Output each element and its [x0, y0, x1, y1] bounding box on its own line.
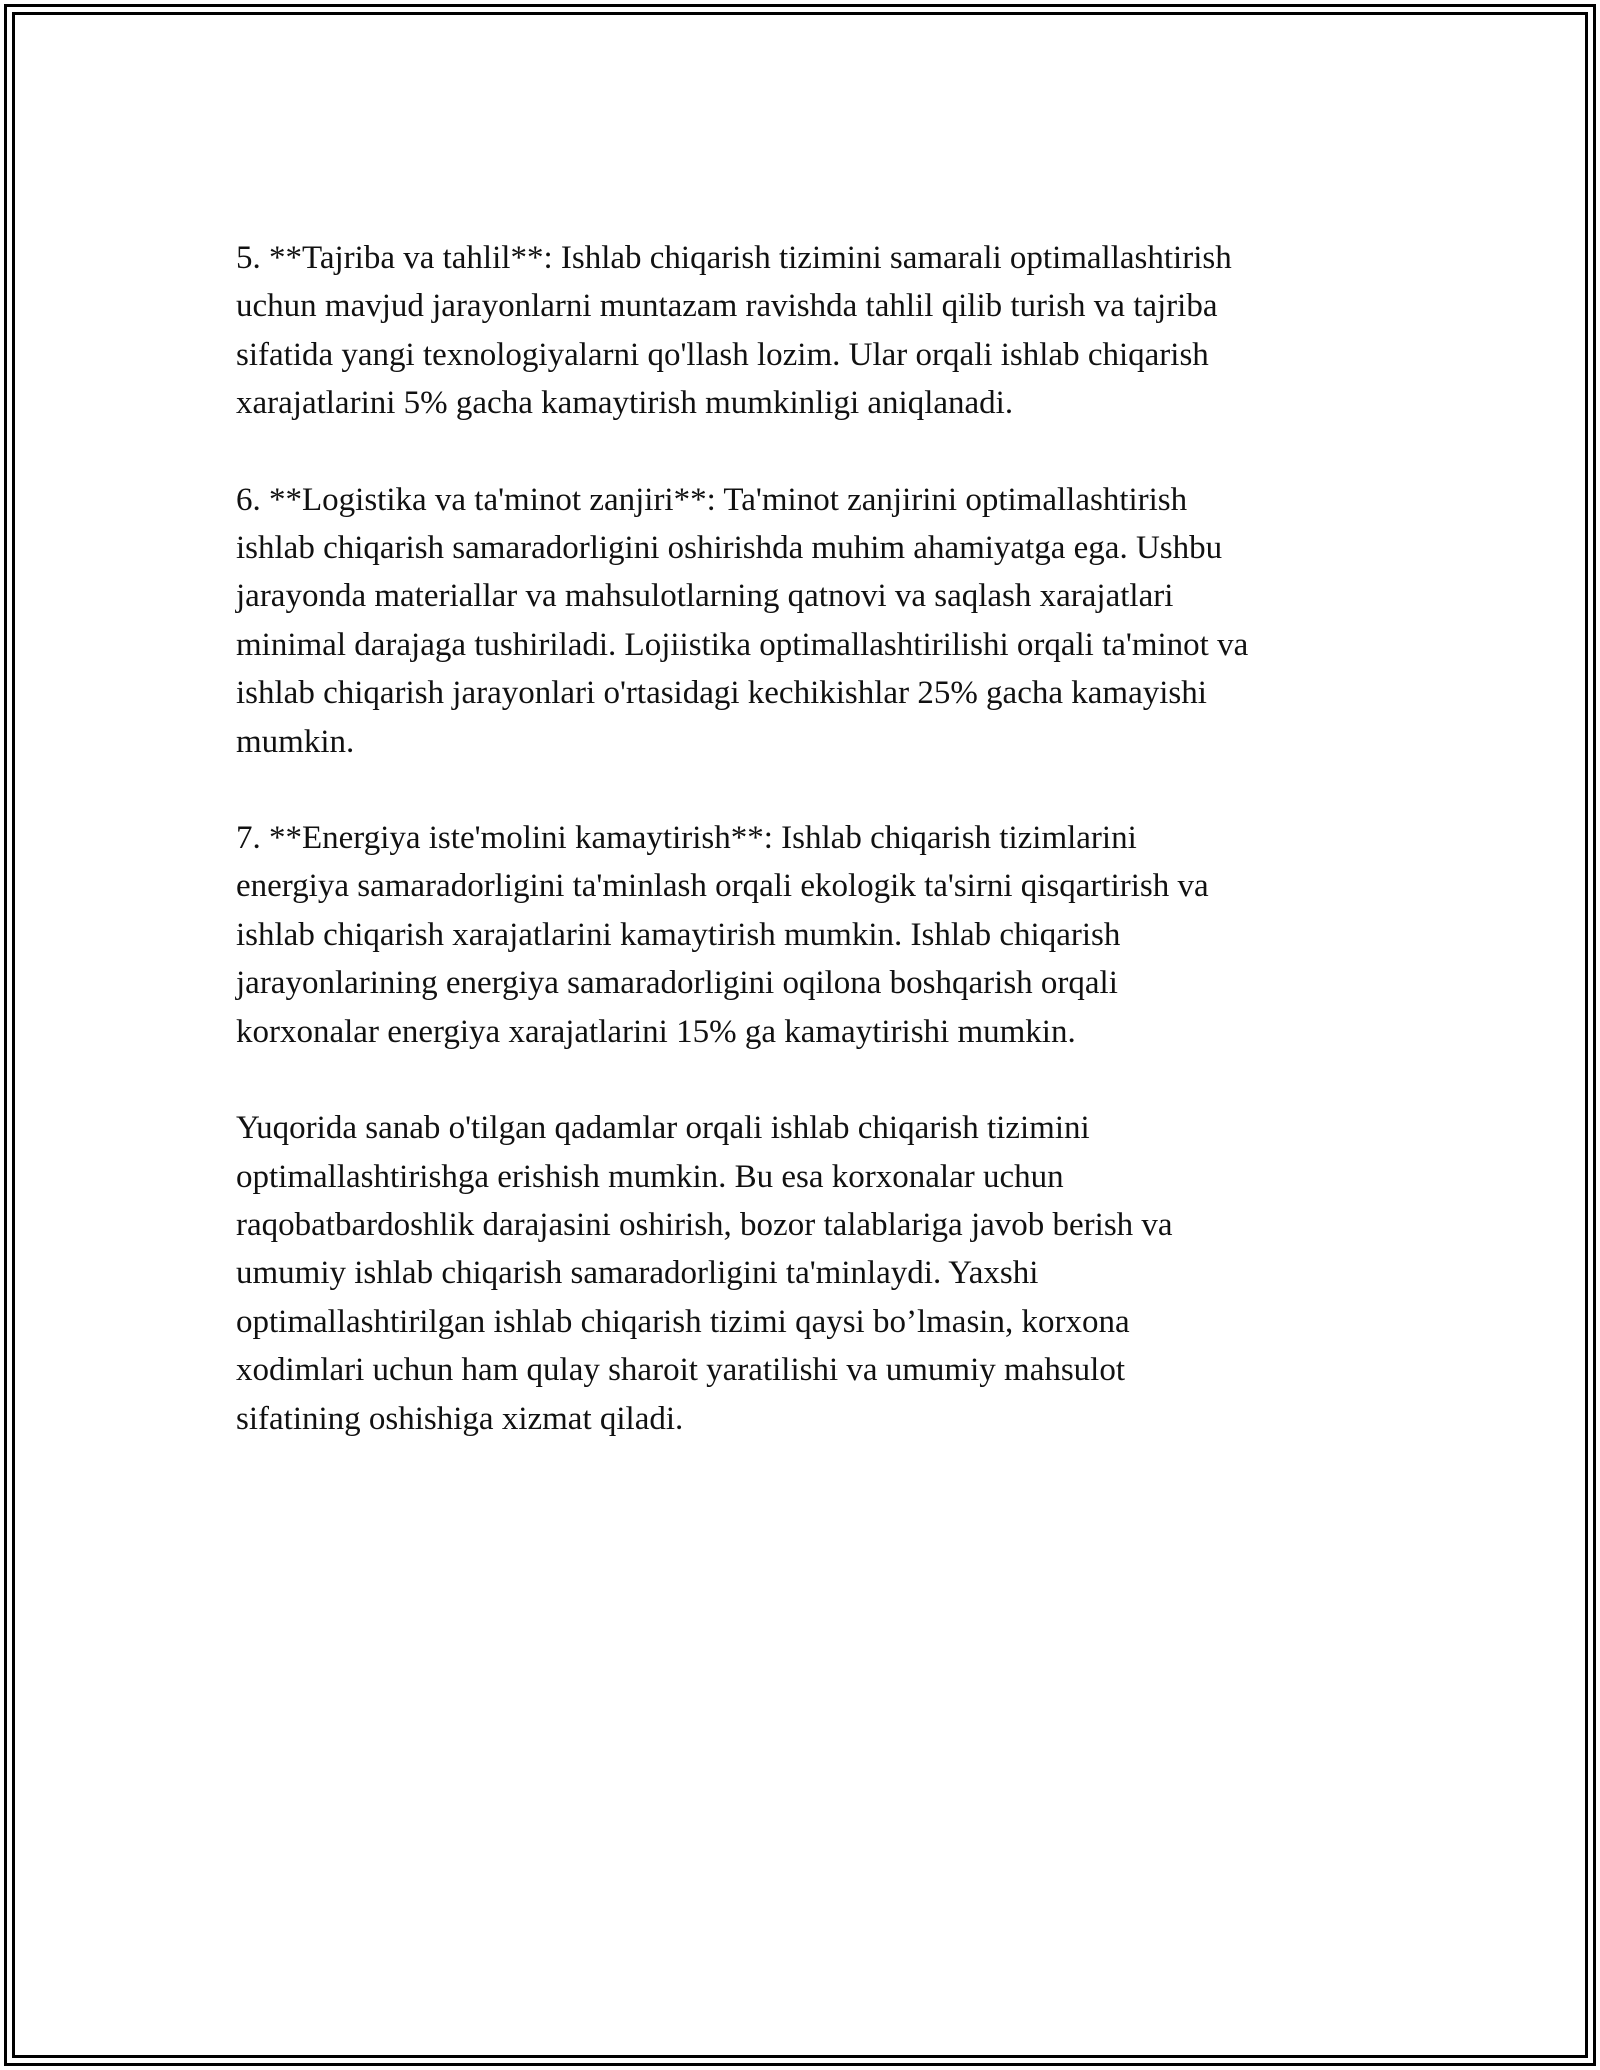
paragraph-conclusion: Yuqorida sanab o'tilgan qadamlar orqali ishlab chiqarish tizimini optimallashtirishga erishish mumkin. Bu esa korxonalar uchun raqobatbardoshlik darajasini oshirish, bozor talablariga javob berish va umumiy ishlab chiqarish samaradorligini ta'minlaydi. Yaxshi optimallashtirilgan ishlab chiqarish tizimi qaysi bo’lmasin, korxona xodimlari uchun ham qulay sharoit yaratilishi va umumiy mahsulot sifatining oshishiga xizmat qiladi. — [236, 1110, 1173, 1437]
paragraph-energiya: 7. **Energiya iste'molini kamaytirish**: Ishlab chiqarish tizimlarini energiya samaradorligini ta'minlash orqali ekologik ta'sirni qisqartirish va ishlab chiqarish xarajatlarini kamaytirish mumkin. Ishlab chiqarish jarayonlarining energiya samaradorligini oqilona boshqarish orqali korxonalar energiya xarajatlarini 15% ga kamaytirishi mumkin. — [236, 820, 1209, 1050]
paragraph-tajriba-va-tahlil: 5. **Tajriba va tahlil**: Ishlab chiqarish tizimini samarali optimallashtirish uchun mavjud jarayonlarni muntazam ravishda tahlil qilib turish va tajriba sifatida yangi texnologiyalarni qo'llash lozim. Ular orqali ishlab chiqarish xarajatlarini 5% gacha kamaytirish mumkinligi aniqlanadi. — [236, 240, 1232, 422]
document-body — [236, 234, 1386, 1491]
paragraph-logistika: 6. **Logistika va ta'minot zanjiri**: Ta'minot zanjirini optimallashtirish ishlab chiqarish samaradorligini oshirishda muhim ahamiyatga ega. Ushbu jarayonda materiallar va mahsulotlarning qatnovi va saqlash xarajatlari minimal darajaga tushiriladi. Lojiistika optimallashtirilishi orqali ta'minot va ishlab chiqarish jarayonlari o'rtasidagi kechikishlar 25% gacha kamayishi mumkin. — [236, 481, 1249, 760]
